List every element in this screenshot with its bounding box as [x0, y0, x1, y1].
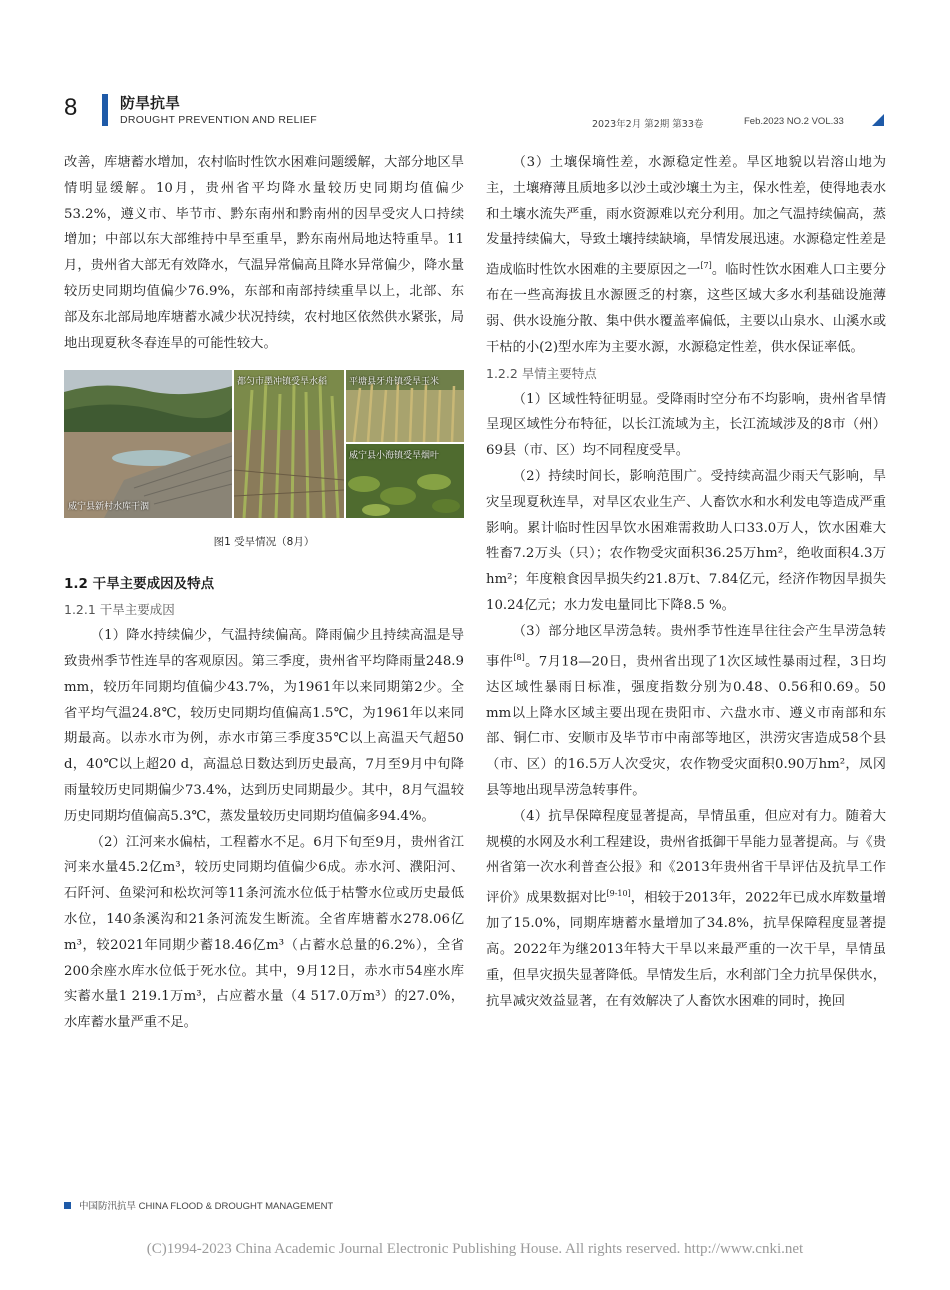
photo-label: 威宁县小海镇受旱烟叶 — [349, 451, 440, 462]
section-title: 防旱抗旱 — [120, 94, 181, 112]
page-header — [64, 92, 886, 132]
body-paragraph: 改善，库塘蓄水增加，农村临时性饮水困难问题缓解，大部分地区旱情明显缓解。10月，贵州省平均降水量较历史同期均值偏少53.2%，遵义市、毕节市、黔东南州和黔南州的因旱受灾人口持续增加；中部以东大部维持中旱至重旱，黔东南州局地达特重旱。11月，贵州省大部无有效降水，气温异常偏高且降水异常偏少，降水量较历史同期均值偏少76.9%，东部和南部持续重旱以上，北部、东部及东北部局地库塘蓄水减少状况持续，农村地区依然供水紧张，局地出现夏秋冬春连旱的可能性较大。 — [64, 155, 464, 351]
figure-1 — [64, 370, 464, 518]
right-column — [486, 150, 886, 1015]
photo-label: 平塘县牙舟镇受旱玉米 — [349, 377, 440, 388]
body-paragraph: （1）降水持续偏少，气温持续偏高。降雨偏少且持续高温是导致贵州季节性连旱的客观原因。第三季度，贵州省平均降雨量248.9 mm，较历年同期均值偏少43.7%，为1961年以来同期第2少。全省平均气温24.8℃，较历史同期均值偏高1.5℃，为1961年以来同期最高。以赤水市为例，赤水市第三季度35℃以上高温天气超50 d，40℃以上超20 d，高温总日数达到历史最高，7月至9月中旬降雨量较历史同期偏少73.4%，达到历史同期最少。其中，8月气温较历史同期均值偏高5.3℃，蒸发量较历史同期均值偏多94.4%。 — [64, 628, 464, 824]
reservoir-photo — [64, 370, 232, 518]
citation: [9-10] — [606, 889, 631, 899]
header-accent-bar — [102, 94, 108, 126]
rice-photo — [234, 370, 344, 518]
issue-info-cn: 2023年2月 第2期 第33卷 — [592, 119, 704, 130]
body-paragraph: （2）江河来水偏枯，工程蓄水不足。6月下旬至9月，贵州省江河来水量45.2亿m³，较历史同期均值偏少6成。赤水河、濮阳河、石阡河、鱼梁河和松坎河等11条河流水位低于枯警水位或历史最低水位，140条溪沟和21条河流发生断流。全省库塘蓄水278.06亿m³，较2021年同期少蓄18.46亿m³（占蓄水总量的6.2%），全省200余座水库水位低于死水位。其中，9月12日，赤水市54座水库实蓄水量1 219.1万m³，占应蓄水量（4 517.0万m³）的27.0%，水库蓄水量严重不足。 — [64, 834, 464, 1031]
subsection-heading: 1.2.1 干旱主要成因 — [64, 602, 175, 618]
triangle-icon — [872, 114, 884, 126]
section-subtitle: DROUGHT PREVENTION AND RELIEF — [120, 114, 317, 126]
photo-label: 都匀市墨冲镇受旱水稻 — [237, 377, 328, 388]
issue-info-en: Feb.2023 NO.2 VOL.33 — [744, 116, 844, 127]
square-icon — [64, 1202, 71, 1209]
photo-label: 威宁县新村水库干涸 — [68, 502, 150, 513]
copyright-notice: (C)1994-2023 China Academic Journal Electronic Publishing House. All rights reserved. http://www.cnki.net — [146, 1241, 804, 1257]
body-paragraph: （2）持续时间长，影响范围广。受持续高温少雨天气影响，旱灾呈现夏秋连旱，对旱区农业生产、人畜饮水和水利发电等造成严重影响。累计临时性因旱饮水困难需救助人口33.0万人，饮水困难大牲畜7.2万头（只）；农作物受灾面积36.25万hm²，绝收面积4.3万hm²；年度粮食因旱损失约21.8万t、7.84亿元，经济作物因旱损失10.24亿元；水力发电量同比下降8.5 %。 — [486, 468, 886, 613]
corn-photo — [346, 370, 464, 442]
figure-caption: 图1 受旱情况（8月） — [213, 536, 315, 549]
body-paragraph: （1）区域性特征明显。受降雨时空分布不均影响，贵州省旱情呈现区域性分布特征，以长江流域为主，长江流域涉及的8市（州）69县（市、区）均不同程度受旱。 — [486, 391, 886, 459]
body-paragraph: （3）部分地区旱涝急转。贵州季节性连旱往往会产生旱涝急转事件[8]。7月18—20日，贵州省出现了1次区域性暴雨过程，3日均达区域性暴雨日标准，强度指数分别为0.48、0.56和0.69。50 mm以上降水区域主要出现在贵阳市、六盘水市、遵义市南部和东部、铜仁市、安顺市及毕节市中南部等地区，洪涝灾害造成58个县（市、区）的16.5万人次受灾，农作物受灾面积0.90万hm²，凤冈县等地出现旱涝急转事件。 — [486, 623, 887, 798]
page-footer — [64, 1198, 333, 1212]
section-heading: 1.2 干旱主要成因及特点 — [64, 576, 215, 593]
left-column — [64, 150, 464, 1036]
citation: [7] — [700, 261, 712, 271]
tobacco-photo — [346, 444, 464, 518]
body-paragraph: （3）土壤保墒性差，水源稳定性差。旱区地貌以岩溶山地为主，土壤瘠薄且质地多以沙土或沙壤土为主，保水性差，使得地表水和土壤水流失严重，雨水资源难以充分利用。加之气温持续偏高，蒸发量持续偏大，导致土壤持续缺墒，旱情发展迅速。水源稳定性差是造成临时性饮水困难的主要原因之一[7]。临时性饮水困难人口主要分布在一些高海拔且水源匮乏的村寨，这些区域大多水利基础设施薄弱、供水设施分散、集中供水覆盖率偏低，主要以山泉水、山溪水或干枯的小(2)型水库为主要水源，水源稳定性差，供水保证率低。 — [486, 155, 887, 355]
citation: [8] — [513, 652, 525, 662]
page-number: 8 — [64, 94, 78, 121]
body-paragraph: （4）抗旱保障程度显著提高，旱情虽重，但应对有力。随着大规模的水网及水利工程建设，贵州省抵御干旱能力显著提高。与《贵州省第一次水利普查公报》和《2013年贵州省干旱评估及抗旱工作评价》成果数据对比[9-10]，相较于2013年，2022年已成水库数量增加了15.0%，同期库塘蓄水量增加了34.8%，抗旱保障程度显著提高。2022年为继2013年特大干旱以来最严重的一次干旱，旱情虽重，但旱灾损失显著降低。旱情发生后，水利部门全力抗旱保供水，抗旱减灾效益显著，在有效解决了人畜饮水困难的同时，挽回 — [486, 808, 887, 1009]
footer-text: 中国防汛抗旱 CHINA FLOOD & DROUGHT MANAGEMENT — [79, 1201, 334, 1212]
subsection-heading: 1.2.2 旱情主要特点 — [486, 365, 597, 381]
